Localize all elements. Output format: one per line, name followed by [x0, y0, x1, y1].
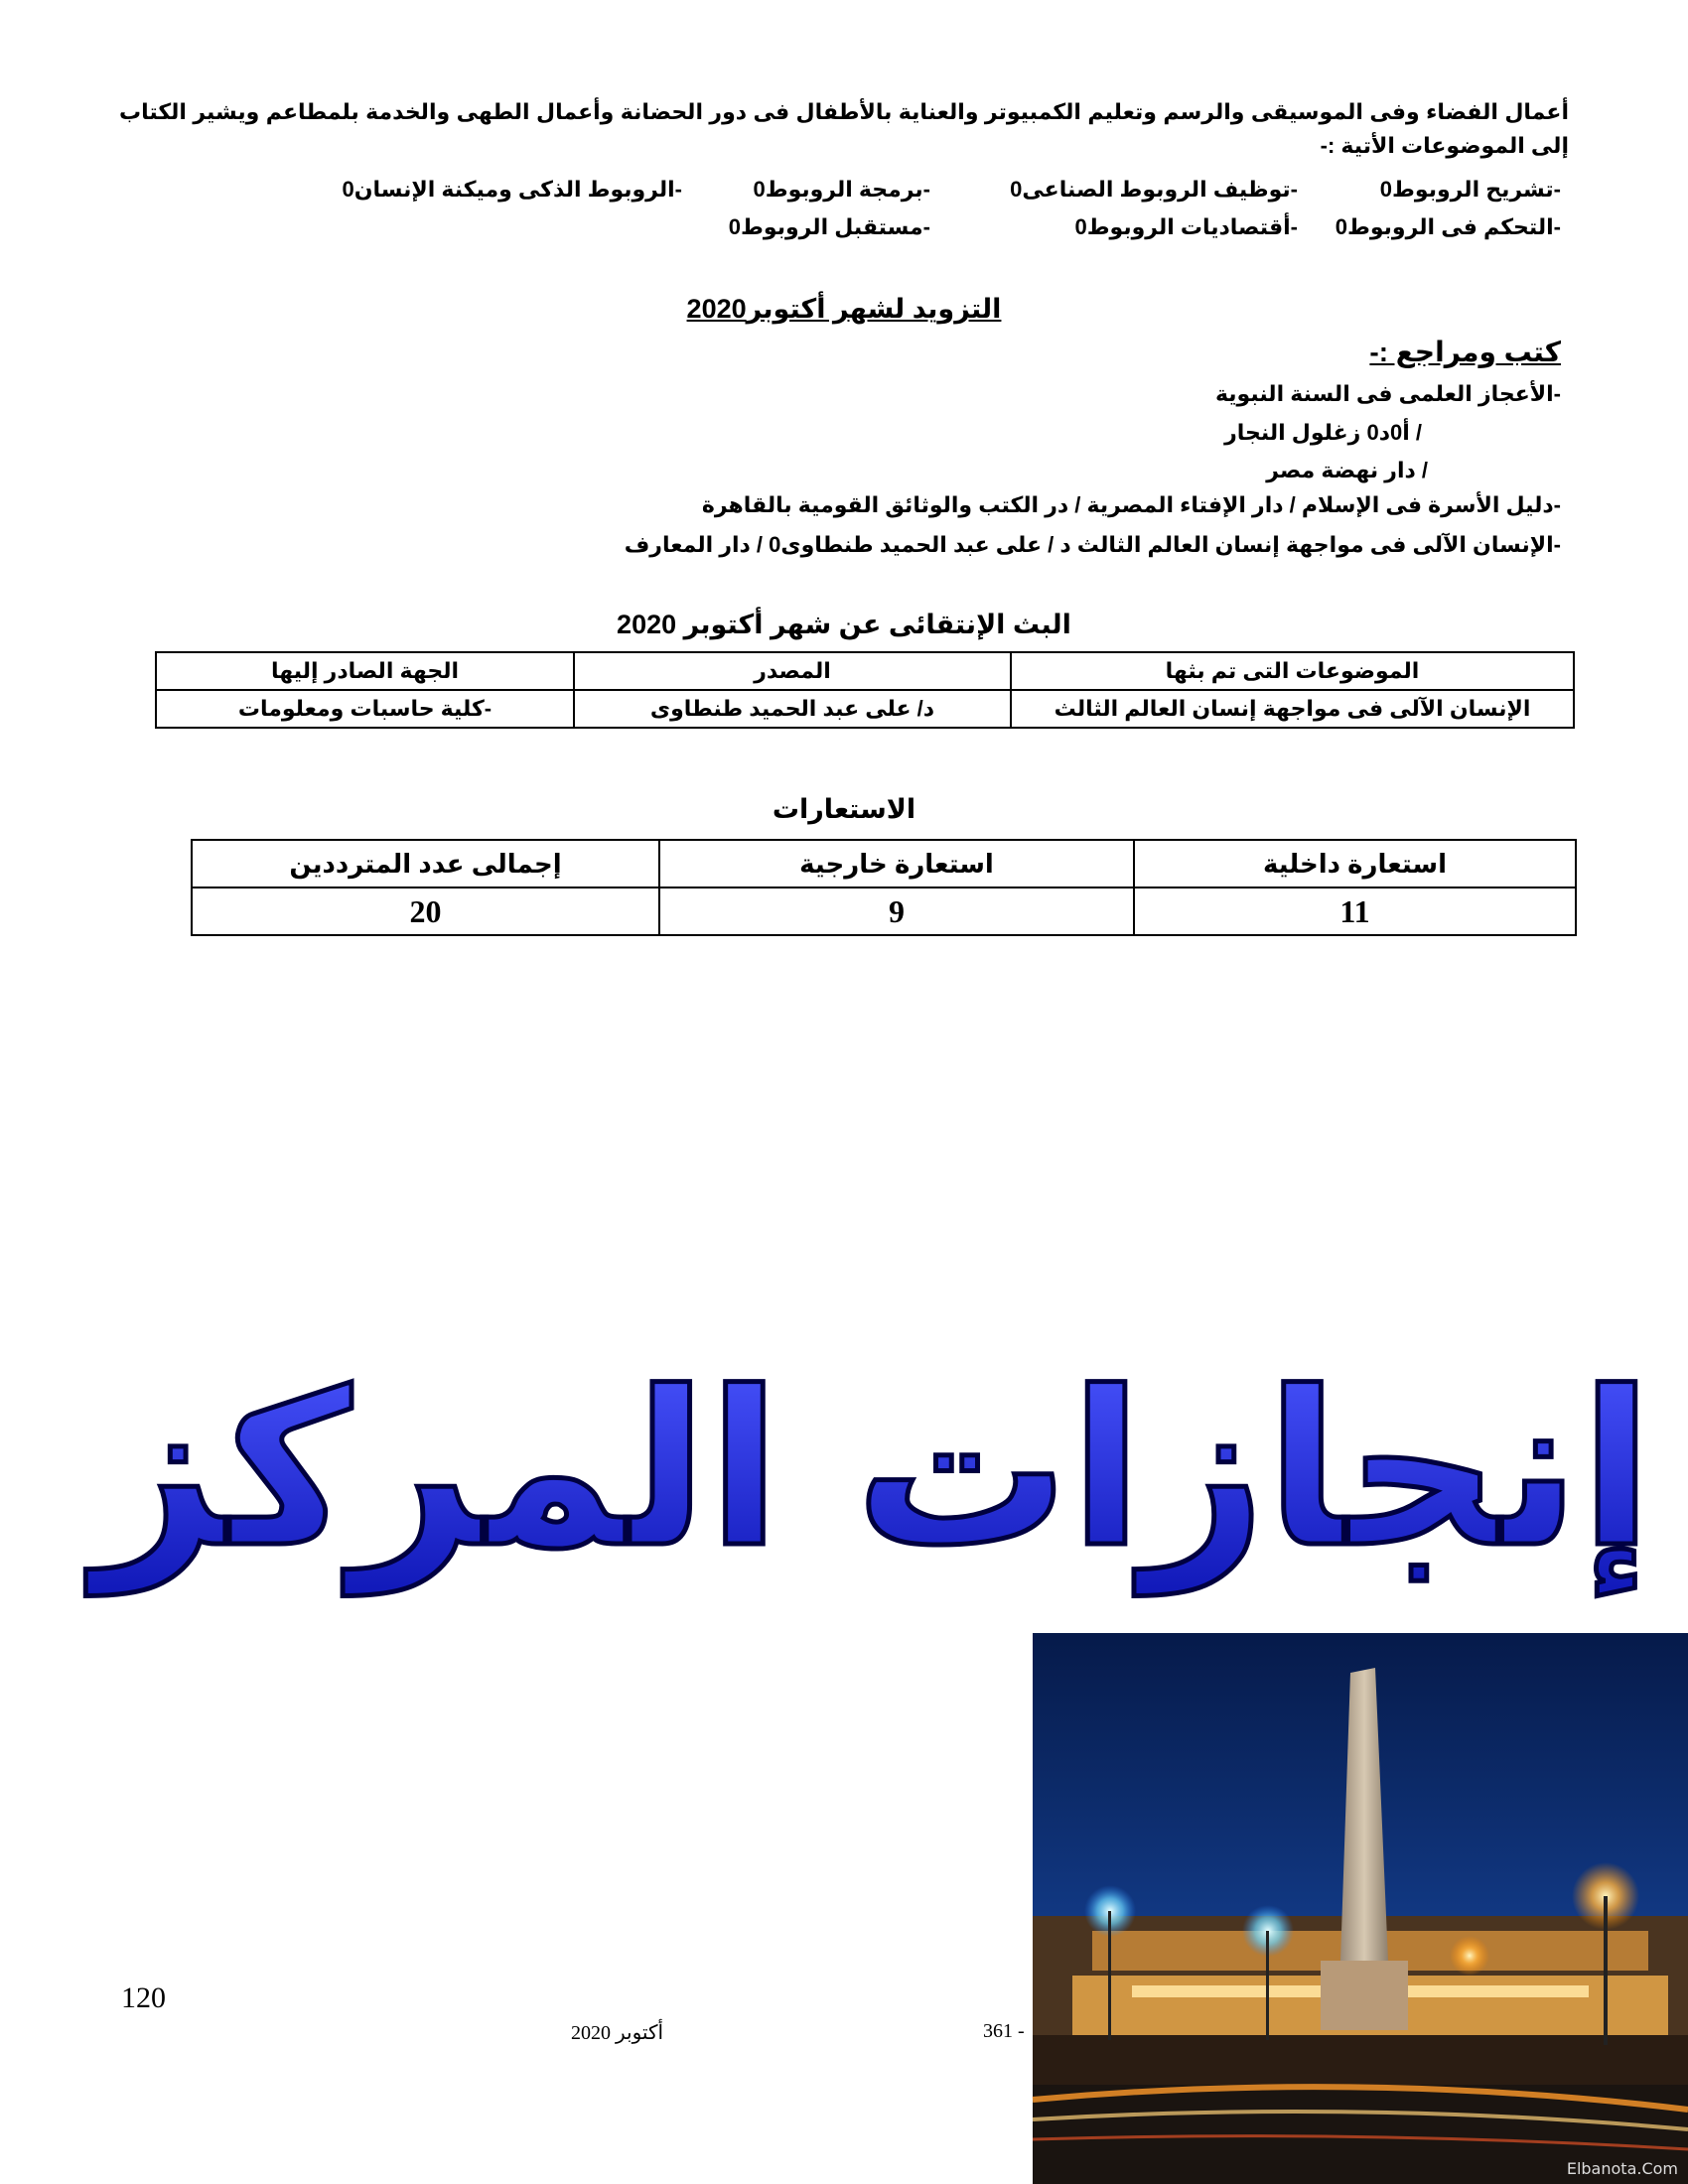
table-row [192, 887, 1576, 935]
table-header: استعارة داخلية [1134, 840, 1576, 887]
table-cell: 11 [1134, 887, 1576, 935]
topics-row-2 [111, 214, 1561, 248]
night-square-photo [1033, 1633, 1688, 2184]
books-title: كتب ومراجع :- [1369, 337, 1561, 367]
page-number: 120 [121, 1981, 166, 2014]
broadcast-heading: البث الإنتقائى عن شهر أكتوبر 2020 [617, 610, 1071, 639]
book-line: / دار نهضة مصر [1266, 458, 1428, 482]
loans-heading: الاستعارات [772, 794, 916, 824]
topic-item: -أقتصاديات الروبوط0 [1074, 214, 1298, 239]
footer-date: أكتوبر 2020 [571, 2022, 664, 2044]
book-line: -دليل الأسرة فى الإسلام / دار الإفتاء المصرية / در الكتب والوثائق القومية بالقاهرة [701, 492, 1561, 517]
issue-number: 361 - [983, 2020, 1025, 2042]
table-cell: 20 [192, 887, 659, 935]
street-lamp-glow [1450, 1936, 1489, 1976]
topic-item: -مستقبل الروبوط0 [728, 214, 930, 239]
table-header-row [192, 840, 1576, 887]
book-line: -الأعجاز العلمى فى السنة النبوية [1214, 381, 1561, 406]
table-header: إجمالى عدد المترددين [192, 840, 659, 887]
topic-item: -التحكم فى الروبوط0 [1335, 214, 1561, 239]
topic-item: -توظيف الروبوط الصناعى0 [1010, 177, 1298, 202]
table-row [156, 690, 1574, 728]
topic-item: -تشريح الروبوط0 [1379, 177, 1561, 202]
table-cell: الإنسان الآلى فى مواجهة إنسان العالم الثالث [1011, 690, 1574, 728]
loans-table [191, 839, 1577, 936]
book-line: / أ0د0 زغلول النجار [1224, 420, 1422, 445]
book-line: -الإنسان الآلى فى مواجهة إنسان العالم الثالث د / على عبد الحميد طنطاوى0 / دار المعارف [624, 532, 1561, 557]
table-header-row [156, 652, 1574, 690]
topics-row-1 [111, 177, 1561, 210]
table-header: الجهة الصادر إليها [156, 652, 574, 690]
table-header: استعارة خارجية [659, 840, 1134, 887]
table-cell: -كلية حاسبات ومعلومات [156, 690, 574, 728]
topic-item: -برمجة الروبوط0 [753, 177, 930, 202]
photo-watermark: Elbanota.Com [1566, 2159, 1678, 2178]
table-cell: د/ على عبد الحميد طنطاوى [574, 690, 1011, 728]
intro-paragraph: أعمال الفضاء وفى الموسيقى والرسم وتعليم الكمبيوتر والعناية بالأطفال فى دور الحضانة وأعمال الطهى والخدمة بلمطاعم ويشير الكتاب إلى الموضوعات الأتية :- [119, 99, 1569, 158]
section-title [94, 1291, 1653, 1628]
section-title-text: إنجازات المركز [94, 1345, 1653, 1594]
acquisitions-heading: التزويد لشهر أكتوبر2020 [686, 294, 1002, 324]
table-cell: 9 [659, 887, 1134, 935]
topic-item: -الروبوط الذكى وميكنة الإنسان0 [342, 177, 682, 202]
table-header: الموضوعات التى تم بثها [1011, 652, 1574, 690]
broadcast-table [155, 651, 1575, 729]
table-header: المصدر [574, 652, 1011, 690]
